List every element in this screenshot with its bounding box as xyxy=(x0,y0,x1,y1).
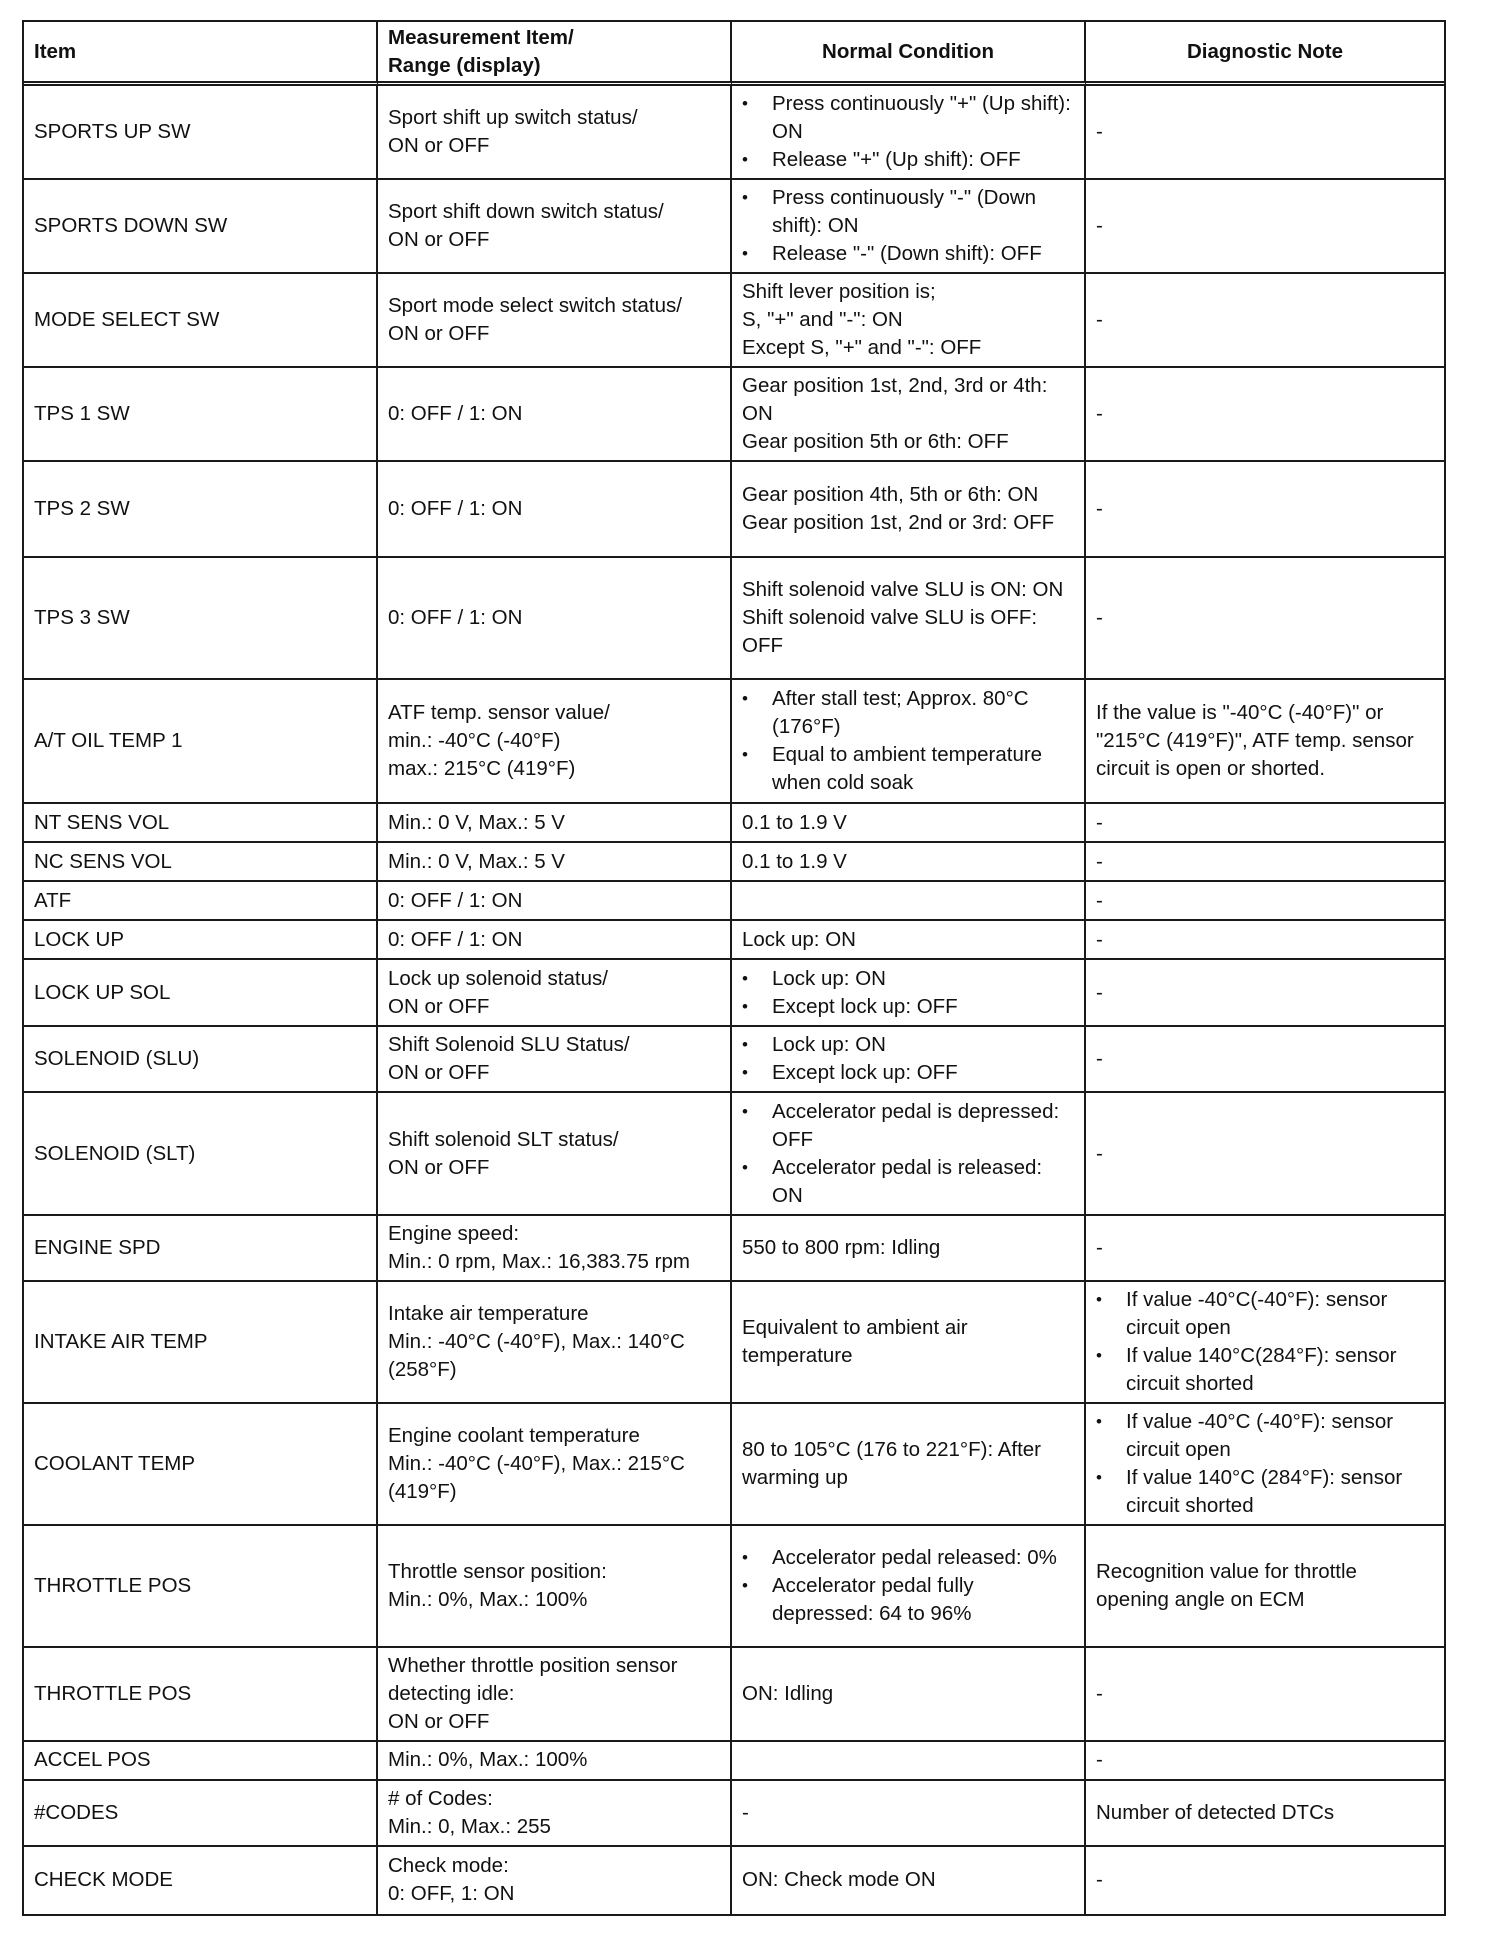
table-header-row xyxy=(24,22,1444,86)
cell-normal-condition xyxy=(732,1781,1086,1847)
cell-diagnostic-note: - xyxy=(1086,180,1444,274)
measurement-line: min.: -40°C (-40°F) xyxy=(388,729,561,753)
table-row xyxy=(24,1648,1444,1742)
measurement-line: ON or OFF xyxy=(388,1155,490,1179)
normal-condition-line: Shift solenoid valve SLU is OFF: OFF xyxy=(742,606,1038,658)
cell-item: ACCEL POS xyxy=(24,1742,378,1781)
cell-normal-condition xyxy=(732,274,1086,368)
measurement-line: Sport shift up switch status/ xyxy=(388,106,638,130)
measurement-line: 0: OFF / 1: ON xyxy=(388,927,523,951)
normal-condition-line: Shift lever position is; xyxy=(742,280,936,304)
normal-condition-line: 0.1 to 1.9 V xyxy=(742,849,847,873)
cell-measurement xyxy=(378,1648,732,1742)
normal-condition-line: S, "+" and "-": ON xyxy=(742,308,903,332)
cell-normal-condition xyxy=(732,1093,1086,1215)
cell-item: NT SENS VOL xyxy=(24,804,378,843)
measurement-line: # of Codes: xyxy=(388,1786,493,1810)
cell-measurement xyxy=(378,921,732,960)
normal-condition-bullet: • Press continuously "+" (Up shift): ON xyxy=(772,90,1074,146)
cell-item: THROTTLE POS xyxy=(24,1648,378,1742)
normal-condition-line: ON: Idling xyxy=(742,1681,834,1705)
measurement-line: Engine speed: xyxy=(388,1221,520,1245)
cell-measurement xyxy=(378,1216,732,1282)
measurement-line: Whether throttle position sensor detecting idle: xyxy=(388,1653,678,1705)
cell-normal-condition xyxy=(732,921,1086,960)
normal-condition-bullet: • Accelerator pedal fully depressed: 64 to 96% xyxy=(772,1572,1074,1628)
table-row xyxy=(24,1282,1444,1404)
cell-measurement xyxy=(378,1404,732,1526)
cell-measurement xyxy=(378,86,732,180)
cell-measurement xyxy=(378,1282,732,1404)
table-row xyxy=(24,180,1444,274)
cell-measurement xyxy=(378,1526,732,1648)
table-row xyxy=(24,1847,1444,1914)
header-measurement xyxy=(378,22,732,86)
cell-normal-condition xyxy=(732,1648,1086,1742)
normal-condition-bullet: • Press continuously "-" (Down shift): ON xyxy=(772,184,1074,240)
cell-item: LOCK UP SOL xyxy=(24,960,378,1027)
table-row xyxy=(24,1781,1444,1847)
table-row xyxy=(24,680,1444,804)
cell-measurement xyxy=(378,680,732,804)
table-row xyxy=(24,368,1444,462)
cell-measurement xyxy=(378,1093,732,1215)
header-measurement-line: Range (display) xyxy=(388,53,541,77)
cell-item: TPS 3 SW xyxy=(24,558,378,680)
table-row xyxy=(24,1404,1444,1526)
measurement-line: Min.: 0 V, Max.: 5 V xyxy=(388,810,565,834)
table-row xyxy=(24,843,1444,882)
measurement-line: max.: 215°C (419°F) xyxy=(388,757,576,781)
cell-diagnostic-note: - xyxy=(1086,1027,1444,1093)
cell-diagnostic-note: Number of detected DTCs xyxy=(1086,1781,1444,1847)
cell-diagnostic-note: - xyxy=(1086,843,1444,882)
measurement-line: Min.: -40°C (-40°F), Max.: 215°C (419°F) xyxy=(388,1451,685,1503)
cell-diagnostic-note: - xyxy=(1086,1742,1444,1781)
cell-item: COOLANT TEMP xyxy=(24,1404,378,1526)
cell-measurement xyxy=(378,274,732,368)
cell-item: ENGINE SPD xyxy=(24,1216,378,1282)
normal-condition-line: Equivalent to ambient air temperature xyxy=(742,1315,968,1367)
cell-item: SOLENOID (SLT) xyxy=(24,1093,378,1215)
measurement-line: ON or OFF xyxy=(388,1709,490,1733)
normal-condition-bullet: • Accelerator pedal released: 0% xyxy=(772,1544,1074,1572)
normal-condition-bullet: • Equal to ambient temperature when cold soak xyxy=(772,741,1074,797)
measurement-line: Min.: -40°C (-40°F), Max.: 140°C (258°F) xyxy=(388,1329,685,1381)
normal-condition-list xyxy=(742,184,1074,268)
cell-item: TPS 2 SW xyxy=(24,462,378,558)
cell-measurement xyxy=(378,804,732,843)
cell-item: ATF xyxy=(24,882,378,921)
table-row xyxy=(24,558,1444,680)
cell-normal-condition xyxy=(732,1742,1086,1781)
cell-item: TPS 1 SW xyxy=(24,368,378,462)
cell-diagnostic-note: - xyxy=(1086,1216,1444,1282)
normal-condition-bullet: • Except lock up: OFF xyxy=(772,1059,1074,1087)
measurement-line: 0: OFF / 1: ON xyxy=(388,402,523,426)
measurement-line: ATF temp. sensor value/ xyxy=(388,701,610,725)
normal-condition-line: 550 to 800 rpm: Idling xyxy=(742,1235,941,1259)
diagnostic-note-bullet: • If value 140°C(284°F): sensor circuit shorted xyxy=(1126,1342,1434,1398)
measurement-line: ON or OFF xyxy=(388,1061,490,1085)
normal-condition-line: Lock up: ON xyxy=(742,927,856,951)
table-row xyxy=(24,1093,1444,1215)
measurement-line: Min.: 0, Max.: 255 xyxy=(388,1814,551,1838)
measurement-line: Engine coolant temperature xyxy=(388,1423,640,1447)
cell-measurement xyxy=(378,843,732,882)
table-row xyxy=(24,882,1444,921)
normal-condition-list xyxy=(742,1098,1074,1210)
measurement-line: ON or OFF xyxy=(388,994,490,1018)
cell-measurement xyxy=(378,882,732,921)
data-list-table xyxy=(22,20,1446,1916)
cell-normal-condition xyxy=(732,180,1086,274)
measurement-line: 0: OFF, 1: ON xyxy=(388,1882,515,1906)
table-row xyxy=(24,462,1444,558)
table-row xyxy=(24,960,1444,1027)
cell-normal-condition xyxy=(732,1027,1086,1093)
cell-normal-condition xyxy=(732,1847,1086,1914)
cell-normal-condition xyxy=(732,1282,1086,1404)
header-normal-condition: Normal Condition xyxy=(732,22,1086,86)
cell-diagnostic-note xyxy=(1086,1404,1444,1526)
normal-condition-list xyxy=(742,685,1074,797)
cell-diagnostic-note: - xyxy=(1096,1868,1103,1892)
diagnostic-note-list xyxy=(1096,1408,1434,1520)
cell-normal-condition xyxy=(732,843,1086,882)
normal-condition-list xyxy=(742,90,1074,174)
cell-normal-condition xyxy=(732,960,1086,1027)
cell-item: INTAKE AIR TEMP xyxy=(24,1282,378,1404)
normal-condition-list xyxy=(742,1031,1074,1087)
table-row xyxy=(24,804,1444,843)
table-row xyxy=(24,86,1444,180)
cell-normal-condition xyxy=(732,1526,1086,1648)
normal-condition-line: Shift solenoid valve SLU is ON: ON xyxy=(742,578,1064,602)
cell-normal-condition xyxy=(732,882,1086,921)
normal-condition-bullet: • Lock up: ON xyxy=(772,1031,1074,1059)
cell-normal-condition xyxy=(732,804,1086,843)
normal-condition-bullet: • Lock up: ON xyxy=(772,965,1074,993)
cell-measurement xyxy=(378,1742,732,1781)
header-diagnostic-note: Diagnostic Note xyxy=(1086,22,1444,86)
cell-diagnostic-note xyxy=(1086,1282,1444,1404)
measurement-line: Throttle sensor position: xyxy=(388,1559,607,1583)
cell-diagnostic-note: If the value is "-40°C (-40°F)" or "215°C (419°F)", ATF temp. sensor circuit is open or shorted. xyxy=(1086,680,1444,804)
table-row xyxy=(24,274,1444,368)
cell-diagnostic-note: - xyxy=(1086,1093,1444,1215)
measurement-line: Shift solenoid SLT status/ xyxy=(388,1127,619,1151)
normal-condition-line: 0.1 to 1.9 V xyxy=(742,810,847,834)
measurement-line: ON or OFF xyxy=(388,322,490,346)
measurement-line: Shift Solenoid SLU Status/ xyxy=(388,1033,630,1057)
measurement-line: 0: OFF / 1: ON xyxy=(388,606,523,630)
measurement-line: Sport shift down switch status/ xyxy=(388,200,664,224)
measurement-line: Min.: 0 V, Max.: 5 V xyxy=(388,849,565,873)
cell-diagnostic-note: - xyxy=(1086,960,1444,1027)
cell-measurement xyxy=(378,368,732,462)
normal-condition-bullet: • Except lock up: OFF xyxy=(772,993,1074,1021)
cell-item: NC SENS VOL xyxy=(24,843,378,882)
cell-normal-condition xyxy=(732,86,1086,180)
table-row xyxy=(24,1027,1444,1093)
cell-measurement xyxy=(378,1781,732,1847)
measurement-line: Intake air temperature xyxy=(388,1301,589,1325)
measurement-line: ON or OFF xyxy=(388,228,490,252)
cell-normal-condition xyxy=(732,368,1086,462)
measurement-line: Sport mode select switch status/ xyxy=(388,294,682,318)
cell-measurement xyxy=(378,462,732,558)
table-row xyxy=(24,921,1444,960)
cell-diagnostic-note: - xyxy=(1086,368,1444,462)
cell-normal-condition xyxy=(732,462,1086,558)
cell-item: LOCK UP xyxy=(24,921,378,960)
cell-item: SOLENOID (SLU) xyxy=(24,1027,378,1093)
cell-diagnostic-note: - xyxy=(1086,558,1444,680)
cell-diagnostic-note: - xyxy=(1086,86,1444,180)
normal-condition-line: Gear position 5th or 6th: OFF xyxy=(742,430,1009,454)
cell-measurement xyxy=(378,1847,732,1914)
cell-normal-condition xyxy=(732,558,1086,680)
measurement-line: 0: OFF / 1: ON xyxy=(388,888,523,912)
diagnostic-note-bullet: • If value -40°C(-40°F): sensor circuit open xyxy=(1126,1286,1434,1342)
cell-normal-condition xyxy=(732,1216,1086,1282)
normal-condition-bullet: • Accelerator pedal is depressed: OFF xyxy=(772,1098,1074,1154)
cell-measurement xyxy=(378,180,732,274)
measurement-line: Min.: 0%, Max.: 100% xyxy=(388,1748,588,1772)
diagnostic-note-bullet: • If value -40°C (-40°F): sensor circuit open xyxy=(1126,1408,1434,1464)
normal-condition-bullet: • Accelerator pedal is released: ON xyxy=(772,1154,1074,1210)
header-measurement-line: Measurement Item/ xyxy=(388,25,574,49)
cell-diagnostic-note: - xyxy=(1086,921,1444,960)
cell-item: THROTTLE POS xyxy=(24,1526,378,1648)
cell-measurement xyxy=(378,960,732,1027)
normal-condition-bullet: • After stall test; Approx. 80°C (176°F) xyxy=(772,685,1074,741)
measurement-line: Check mode: xyxy=(388,1854,509,1878)
measurement-line: 0: OFF / 1: ON xyxy=(388,497,523,521)
measurement-line: Min.: 0 rpm, Max.: 16,383.75 rpm xyxy=(388,1249,690,1273)
normal-condition-line: Gear position 1st, 2nd or 3rd: OFF xyxy=(742,511,1055,535)
cell-normal-condition xyxy=(732,1404,1086,1526)
normal-condition-list xyxy=(742,1544,1074,1628)
normal-condition-line: Except S, "+" and "-": OFF xyxy=(742,336,982,360)
cell-diagnostic-note: - xyxy=(1086,882,1444,921)
normal-condition-line: ON: Check mode ON xyxy=(742,1868,936,1892)
normal-condition-line: Gear position 4th, 5th or 6th: ON xyxy=(742,483,1039,507)
cell-item: #CODES xyxy=(24,1781,378,1847)
cell-diagnostic-note: Recognition value for throttle opening angle on ECM xyxy=(1086,1526,1444,1648)
normal-condition-line: 80 to 105°C (176 to 221°F): After warming up xyxy=(742,1437,1042,1489)
cell-diagnostic-note: - xyxy=(1086,462,1444,558)
cell-diagnostic-note: - xyxy=(1086,804,1444,843)
diagnostic-note-bullet: • If value 140°C (284°F): sensor circuit shorted xyxy=(1126,1464,1434,1520)
table-row xyxy=(24,1216,1444,1282)
header-item: Item xyxy=(24,22,378,86)
cell-diagnostic-note: - xyxy=(1086,1648,1444,1742)
cell-item: CHECK MODE xyxy=(24,1847,378,1914)
cell-normal-condition xyxy=(732,680,1086,804)
cell-measurement xyxy=(378,1027,732,1093)
normal-condition-bullet: • Release "-" (Down shift): OFF xyxy=(772,240,1074,268)
normal-condition-line: Gear position 1st, 2nd, 3rd or 4th: ON xyxy=(742,374,1048,426)
measurement-line: ON or OFF xyxy=(388,134,490,158)
cell-diagnostic-note: - xyxy=(1086,274,1444,368)
cell-item: SPORTS DOWN SW xyxy=(24,180,378,274)
cell-measurement xyxy=(378,558,732,680)
normal-condition-line: - xyxy=(742,1800,749,1824)
table-row xyxy=(24,1742,1444,1781)
normal-condition-bullet: • Release "+" (Up shift): OFF xyxy=(772,146,1074,174)
measurement-line: Min.: 0%, Max.: 100% xyxy=(388,1587,588,1611)
cell-item: A/T OIL TEMP 1 xyxy=(24,680,378,804)
cell-item: SPORTS UP SW xyxy=(24,86,378,180)
measurement-line: Lock up solenoid status/ xyxy=(388,966,608,990)
normal-condition-list xyxy=(742,965,1074,1021)
diagnostic-note-list xyxy=(1096,1286,1434,1398)
cell-item: MODE SELECT SW xyxy=(24,274,378,368)
table-row xyxy=(24,1526,1444,1648)
